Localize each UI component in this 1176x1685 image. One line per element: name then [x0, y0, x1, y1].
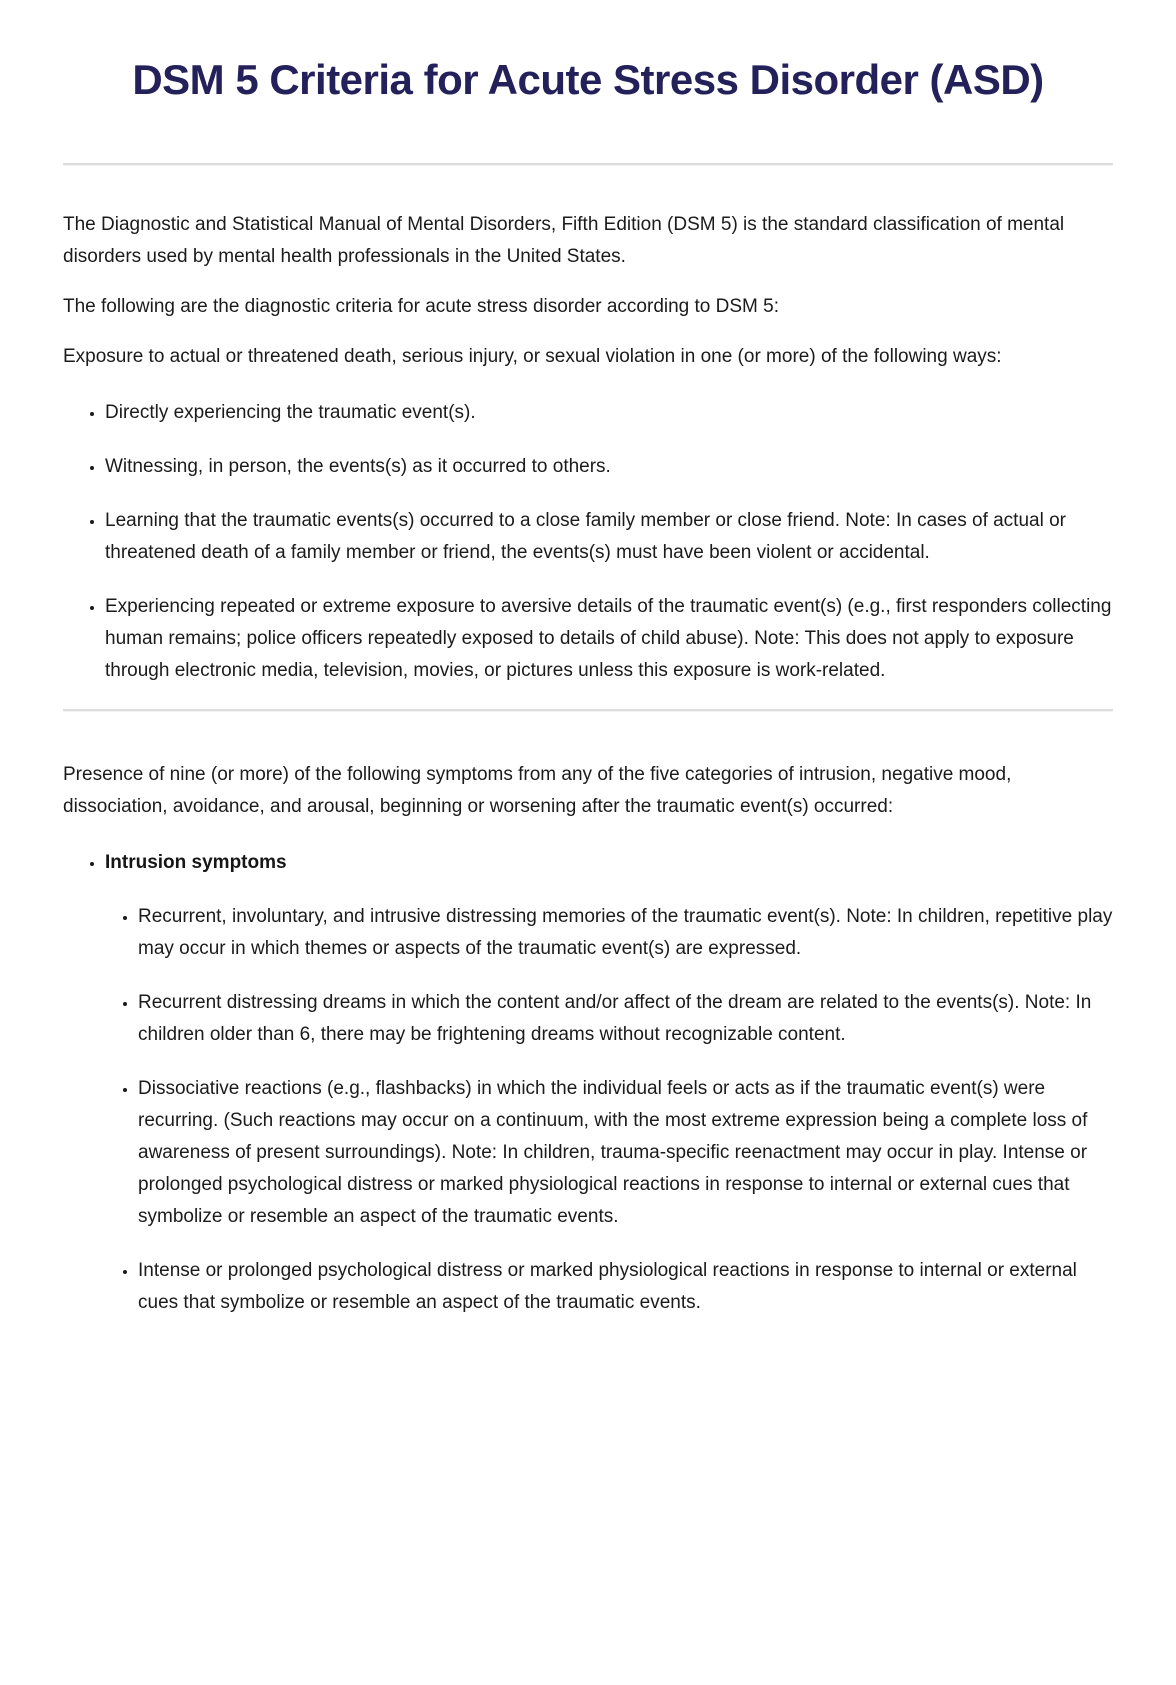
section-divider-middle — [63, 709, 1113, 711]
list-item: • Intense or prolonged psychological distress or marked physiological reactions in response to internal or external cues that symbolize or resemble an aspect of the traumatic events. — [138, 1255, 1113, 1319]
criterion-b-lead-paragraph: Presence of nine (or more) of the following symptoms from any of the five categories of intrusion, negative mood, dissociation, avoidance, and arousal, beginning or worsening after the traumatic event(s) occurred: — [63, 764, 1012, 817]
intrusion-symptoms-list — [105, 901, 1113, 1319]
list-item: • Experiencing repeated or extreme exposure to aversive details of the traumatic event(s) (e.g., first responders collecting human remains; police officers repeatedly exposed to details of child abuse). Note: This does not apply to exposure through electronic media, television, movies, or pictures unless this exposure is work-related. — [105, 591, 1113, 687]
list-item: • Dissociative reactions (e.g., flashbacks) in which the individual feels or acts as if the traumatic event(s) were recurring. (Such reactions may occur on a continuum, with the most extreme expression being a complete loss of awareness of present surroundings). Note: In children, trauma-specific reenactment may occur in play. Intense or prolonged psychological distress or marked physiological reactions in response to internal or external cues that symbolize or resemble an aspect of the traumatic events. — [138, 1073, 1113, 1233]
intro-paragraph: The Diagnostic and Statistical Manual of Mental Disorders, Fifth Edition (DSM 5) is the standard classification of mental disorders used by mental health professionals in the United States. — [63, 214, 1065, 267]
criterion-a-lead-paragraph: Exposure to actual or threatened death, serious injury, or sexual violation in one (or more) of the following ways: — [63, 346, 1002, 367]
list-item: • Recurrent, involuntary, and intrusive distressing memories of the traumatic event(s). Note: In children, repetitive play may occur in which themes or aspects of the traumatic event(s) are expressed. — [138, 901, 1113, 965]
exposure-bullet-list — [63, 397, 1113, 687]
list-item: • Recurrent distressing dreams in which the content and/or affect of the dream are related to the events(s). Note: In children older than 6, there may be frightening dreams without recognizable content. — [138, 987, 1113, 1051]
list-item: • Learning that the traumatic events(s) occurred to a close family member or close friend. Note: In cases of actual or threatened death of a family member or friend, the events(s) must have been violent or accidental. — [105, 505, 1113, 569]
criteria-lead-paragraph: The following are the diagnostic criteria for acute stress disorder according to DSM 5: — [63, 296, 779, 317]
list-item: • Directly experiencing the traumatic event(s). — [105, 397, 1113, 429]
list-item: • Witnessing, in person, the events(s) as it occurred to others. — [105, 451, 1113, 483]
page-title: DSM 5 Criteria for Acute Stress Disorder (ASD) — [132, 56, 1044, 103]
symptom-category-item — [105, 847, 1113, 1319]
section-divider-top — [63, 163, 1113, 165]
document-page — [0, 55, 1176, 1685]
intrusion-symptoms-heading: Intrusion symptoms — [105, 852, 287, 873]
symptom-category-list — [63, 847, 1113, 1319]
